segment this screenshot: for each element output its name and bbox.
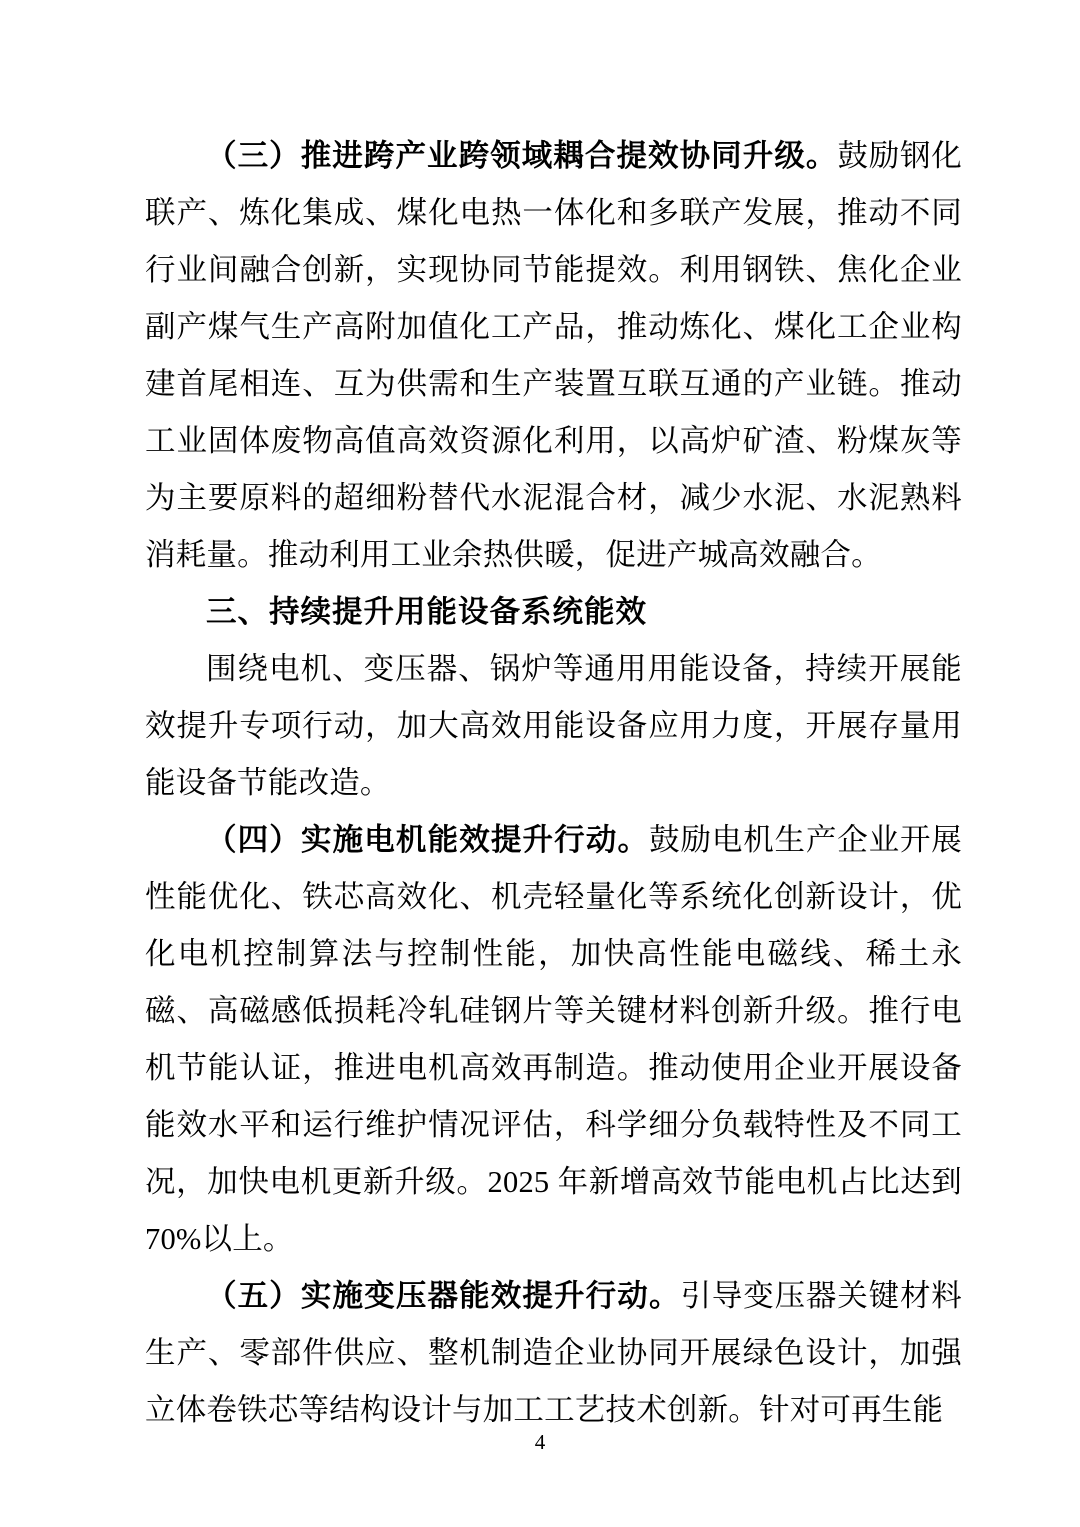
paragraph-three-text: 鼓励钢化联产、炼化集成、煤化电热一体化和多联产发展，推动不同行业间融合创新，实现协同节能提效。利用钢铁、焦化企业副产煤气生产高附加值化工产品，推动炼化、煤化工企业构建首尾相连、互为供需和生产装置互联互通的产业链。推动工业固体废物高值高效资源化利用，以高炉矿渣、粉煤灰等为主要原料的超细粉替代水泥混合材，减少水泥、水泥熟料消耗量。推动利用工业余热供暖，促进产城高效融合。: [145, 139, 962, 572]
paragraph-five-heading: （五）实施变压器能效提升行动。: [206, 1279, 681, 1313]
paragraph-five-text: 引导变压器关键材料生产、零部件供应、整机制造企业协同开展绿色设计，加强立体卷铁芯等结构设计与加工工艺技术创新。针对可再生能: [145, 1279, 962, 1427]
paragraph-five: [145, 1268, 962, 1439]
paragraph-three: [145, 128, 962, 584]
paragraph-four-heading: （四）实施电机能效提升行动。: [206, 823, 650, 857]
section-heading-three: 三、持续提升用能设备系统能效: [206, 595, 647, 629]
paragraph-three-heading: （三）推进跨产业跨领域耦合提效协同升级。: [206, 139, 838, 173]
paragraph-intro: 围绕电机、变压器、锅炉等通用用能设备，持续开展能效提升专项行动，加大高效用能设备应用力度，开展存量用能设备节能改造。: [145, 652, 962, 800]
paragraph-four: [145, 812, 962, 1268]
page-number: 4: [534, 1430, 546, 1454]
paragraph-four-text: 鼓励电机生产企业开展性能优化、铁芯高效化、机壳轻量化等系统化创新设计，优化电机控制算法与控制性能，加快高性能电磁线、稀土永磁、高磁感低损耗冷轧硅钢片等关键材料创新升级。推行电机节能认证，推进电机高效再制造。推动使用企业开展设备能效水平和运行维护情况评估，科学细分负载特性及不同工况，加快电机更新升级。2025 年新增高效节能电机占比达到 70%以上。: [145, 823, 963, 1256]
